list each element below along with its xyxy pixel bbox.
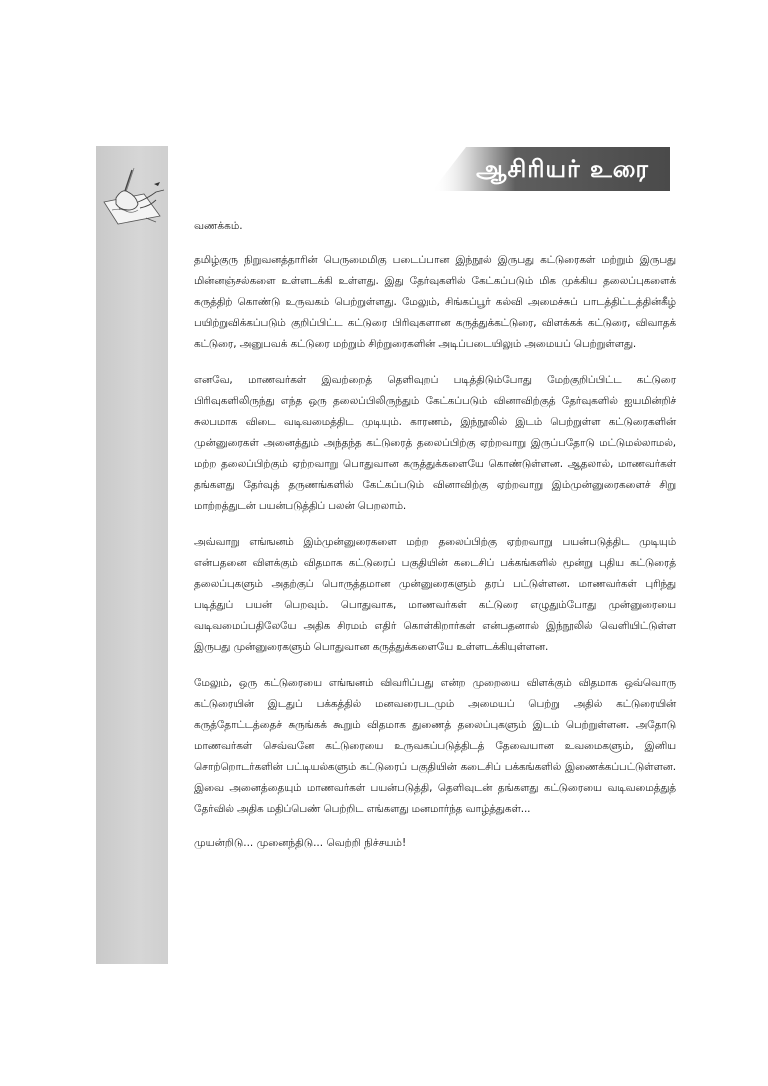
writing-hand-icon xyxy=(98,158,168,230)
closing-motto: முயன்றிடு... முனைந்திடு... வெற்றி நிச்சயம்! xyxy=(194,837,407,849)
greeting-text: வணக்கம். xyxy=(194,220,243,232)
paragraph-4: மேலும், ஒரு கட்டுரையை எங்ஙனம் விவரிப்பது என்ற முறையை விளக்கும் விதமாக ஒவ்வொரு கட்டுரையின் இடதுப் பக்கத்தில் மனவரைபடமும் அமையப் பெற்று அதில் கட்டுரையின் கருத்தோட்டத்தைச் சுருங்கக் கூறும் விதமாக துணைத் தலைப்புகளும் இடம் பெற்றுள்ளன. அதோடு மாணவர்கள் செவ்வனே கட்டுரையை உருவகப்படுத்திடத் தேவையான உவமைகளும், இனிய சொற்றொடர்களின் பட்டியல்களும் கட்டுரைப் பகுதியின் கடைசிப் பக்கங்களில் இணைக்கப்பட்டுள்ளன. இவை அனைத்தையும் மாணவர்கள் பயன்படுத்தி, தெளிவுடன் தங்களது கட்டுரையை வடிவமைத்துத் தேர்வில் அதிக மதிப்பெண் பெற்றிட எங்களது மனமார்ந்த வாழ்த்துகள்... xyxy=(194,677,676,815)
left-decorative-strip xyxy=(96,146,168,964)
paragraph-2: எனவே, மாணவர்கள் இவற்றைத் தெளிவுறப் படித்திடும்போது மேற்குறிப்பிட்ட கட்டுரை பிரிவுகளிலிருந்து எந்த ஒரு தலைப்பிலிருந்தும் கேட்கப்படும் வினாவிற்குத் தேர்வுகளில் ஐயமின்றிச் சுலபமாக விடை வடிவமைத்திட முடியும். காரணம், இந்நூலில் இடம் பெற்றுள்ள கட்டுரைகளின் முன்னுரைகள் அனைத்தும் அந்தந்த கட்டுரைத் தலைப்பிற்கு ஏற்றவாறு இருப்பதோடு மட்டுமல்லாமல், மற்ற தலைப்பிற்கும் ஏற்றவாறு பொதுவான கருத்துக்களையே கொண்டுள்ளன. ஆதலால், மாணவர்கள் தங்களது தேர்வுத் தருணங்களில் கேட்கப்படும் வினாவிற்கு ஏற்றவாறு இம்முன்னுரைகளைச் சிறு மாற்றத்துடன் பயன்படுத்திப் பலன் பெறலாம். xyxy=(194,374,676,512)
preface-body xyxy=(194,218,676,851)
page-title: ஆசிரியர் உரை xyxy=(476,155,649,183)
paragraph-3: அவ்வாறு எங்ஙனம் இம்முன்னுரைகளை மற்ற தலைப்பிற்கு ஏற்றவாறு பயன்படுத்திட முடியும் என்பதனை விளக்கும் விதமாக கட்டுரைப் பகுதியின் கடைசிப் பக்கங்களில் மூன்று புதிய கட்டுரைத் தலைப்புகளும் அதற்குப் பொருத்தமான முன்னுரைகளும் தரப் பட்டுள்ளன. மாணவர்கள் புரிந்து படித்துப் பயன் பெறவும். பொதுவாக, மாணவர்கள் கட்டுரை எழுதும்போது முன்னுரையை வடிவமைப்பதிலேயே அதிக சிரமம் எதிர் கொள்கிறார்கள் என்பதனால் இந்நூலில் வெளியிட்டுள்ள இருபது முன்னுரைகளும் பொதுவான கருத்துக்களையே உள்ளடக்கியுள்ளன. xyxy=(194,536,676,653)
paragraph-1: தமிழ்குரு நிறுவனத்தாரின் பெருமைமிகு படைப்பான இந்நூல் இருபது கட்டுரைகள் மற்றும் இருபது மின்னஞ்சல்களை உள்ளடக்கி உள்ளது. இது தேர்வுகளில் கேட்கப்படும் மிக முக்கிய தலைப்புகளைக் கருத்திற் கொண்டு உருவகம் பெற்றுள்ளது. மேலும், சிங்கப்பூர் கல்வி அமைச்சுப் பாடத்திட்டத்தின்கீழ் பயிற்றுவிக்கப்படும் குறிப்பிட்ட கட்டுரை பிரிவுகளான கருத்துக்கட்டுரை, விளக்கக் கட்டுரை, விவாதக் கட்டுரை, அனுபவக் கட்டுரை மற்றும் சிற்றுரைகளின் அடிப்படையிலும் அமையப் பெற்றுள்ளது. xyxy=(194,254,676,350)
